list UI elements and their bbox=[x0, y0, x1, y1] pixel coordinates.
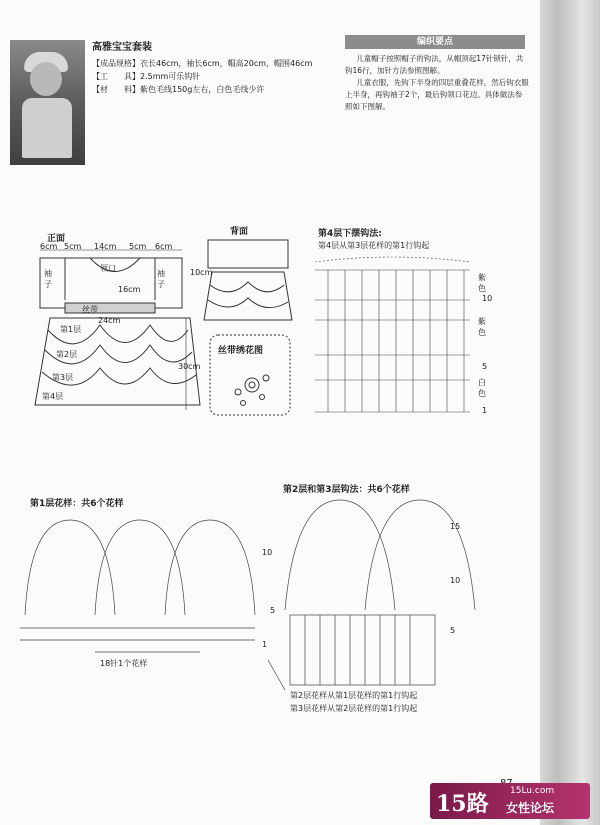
pattern-title: 高雅宝宝套装 bbox=[92, 42, 152, 53]
watermark-logo bbox=[430, 783, 590, 819]
length-label: 30cm bbox=[178, 362, 201, 371]
color-label: 白色 bbox=[478, 378, 486, 398]
row-number: 15 bbox=[450, 522, 461, 531]
front-label: 正面 bbox=[47, 234, 66, 244]
dim-sleeve-right: 6cm bbox=[155, 242, 173, 251]
row-number: 1 bbox=[482, 406, 488, 415]
color-label: 紫色 bbox=[478, 273, 486, 293]
right-height-label: 10cm bbox=[190, 268, 213, 277]
row-number: 1 bbox=[262, 640, 268, 649]
tips-heading: 编织要点 bbox=[345, 35, 525, 49]
spec-tool: 【工 具】2.5mm可乐钩针 bbox=[92, 72, 201, 81]
flower-title: 丝带绣花图 bbox=[218, 346, 264, 356]
tips-paragraph: 儿童帽子按照帽子的钩法，从帽顶起17针锁针，共钩16行，加针方法参照图解。 bbox=[345, 54, 524, 75]
layer1-chart bbox=[20, 520, 255, 652]
layer4-grid bbox=[315, 257, 470, 412]
layer1-repeat: 18针1个花样 bbox=[100, 659, 148, 668]
layer-label: 第1层 bbox=[60, 325, 82, 334]
back-dress-diagram bbox=[204, 240, 292, 320]
back-label: 背面 bbox=[230, 227, 249, 237]
layer4-title: 第4层下摆钩法: bbox=[318, 229, 382, 239]
dim-shoulder-right: 5cm bbox=[129, 242, 147, 251]
layer23-note: 第2层花样从第1层花样的第1行钩起 bbox=[290, 691, 418, 700]
layer1-title: 第1层花样：共6个花样 bbox=[30, 499, 124, 509]
ribbon-band bbox=[65, 303, 155, 313]
dim-sleeve-left: 6cm bbox=[40, 242, 58, 251]
row-number: 10 bbox=[262, 548, 273, 557]
neck-label: 领口 bbox=[100, 264, 116, 273]
watermark-big: 15路 bbox=[436, 791, 489, 817]
book-spine bbox=[540, 0, 600, 825]
spec-size: 【成品规格】衣长46cm，袖长6cm，帽高20cm，帽围46cm bbox=[92, 59, 313, 68]
row-number: 10 bbox=[450, 576, 461, 585]
layer4-note: 第4层从第3层花样的第1行钩起 bbox=[318, 241, 430, 250]
flower-drawing bbox=[235, 375, 269, 406]
spec-material: 【材 料】紫色毛线150g左右，白色毛线少许 bbox=[92, 85, 265, 94]
row-number: 5 bbox=[450, 626, 456, 635]
ribbon-label: 丝带 bbox=[82, 305, 98, 314]
chest-label: 16cm bbox=[118, 285, 141, 294]
dim-shoulder-left: 5cm bbox=[64, 242, 82, 251]
color-label: 紫色 bbox=[478, 317, 486, 337]
row-number: 5 bbox=[482, 362, 488, 371]
layer-label: 第2层 bbox=[56, 350, 78, 359]
width-label: 24cm bbox=[98, 316, 121, 325]
dim-neck: 14cm bbox=[94, 242, 117, 251]
watermark-sub: 女性论坛 bbox=[506, 801, 555, 815]
layer23-title: 第2层和第3层钩法：共6个花样 bbox=[283, 485, 410, 495]
layer23-chart bbox=[268, 500, 475, 690]
tips-paragraph: 儿童衣服，先钩下半身的四层重叠花样，然后钩衣服上半身，再钩袖子2个，最后钩领口花边。具体做法参照如下图解。 bbox=[345, 78, 529, 111]
sleeve-left-label: 袖子 bbox=[44, 269, 52, 289]
row-number: 10 bbox=[482, 294, 493, 303]
row-number: 5 bbox=[270, 606, 276, 615]
sleeve-right-label: 袖子 bbox=[157, 269, 165, 289]
layer-label: 第4层 bbox=[42, 392, 64, 401]
watermark-url: 15Lu.com bbox=[510, 786, 555, 796]
layer-label: 第3层 bbox=[52, 373, 74, 382]
layer23-note: 第3层花样从第2层花样的第1行钩起 bbox=[290, 704, 418, 713]
